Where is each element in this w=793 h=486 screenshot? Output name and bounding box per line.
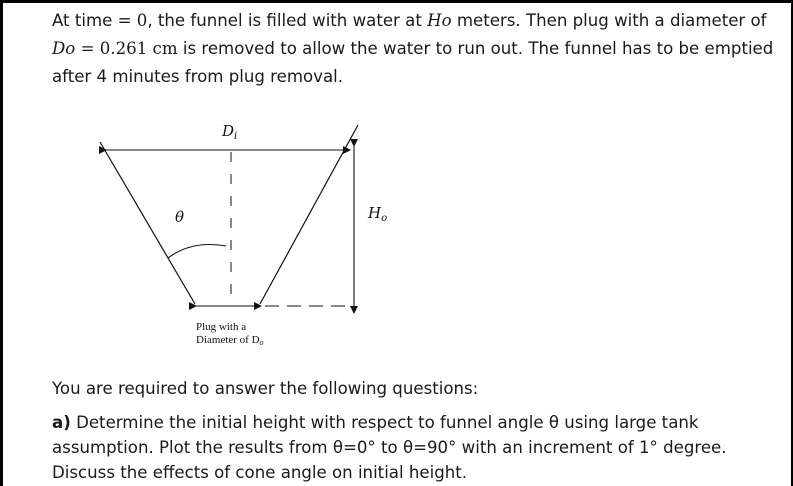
- time-value: 0: [136, 11, 148, 30]
- initial-height-symbol: Ho: [427, 11, 452, 30]
- intro-paragraph: [52, 7, 782, 91]
- top-border: [0, 0, 793, 3]
- intro-text-3: meters. Then plug with a diameter of: [451, 11, 767, 30]
- angle-arc: [168, 245, 226, 259]
- plug-label-line2: Diameter of Do: [196, 334, 264, 347]
- intro-text-4: is removed to allow the water to run out. The funnel has to be emptied after 4 minutes from plug removal.: [52, 39, 774, 86]
- plug-diameter-value: = 0.261 cm: [75, 39, 178, 58]
- question-a-text: Determine the initial height with respect to funnel angle θ using large tank assumption. Plot the results from θ=0° to θ=90° with an increment of 1° degree. Discuss the effects of cone angle on initial height.: [52, 413, 727, 482]
- intro-text-2: , the funnel is filled with water at: [147, 11, 428, 30]
- question-a-label: a): [52, 413, 71, 432]
- height-label: $H_o$: [368, 204, 388, 224]
- left-border: [0, 0, 3, 486]
- questions-heading: You are required to answer the following questions:: [52, 379, 479, 398]
- angle-label: θ: [175, 208, 185, 226]
- plug-diameter-symbol: Do: [52, 39, 76, 58]
- funnel-diagram: [80, 110, 410, 350]
- intro-text-1: At time =: [52, 11, 137, 30]
- funnel-right-wall: [260, 125, 358, 304]
- plug-label-line1: Plug with a: [196, 321, 247, 333]
- top-diameter-label: $D_i$: [222, 122, 238, 142]
- question-a: [52, 410, 782, 485]
